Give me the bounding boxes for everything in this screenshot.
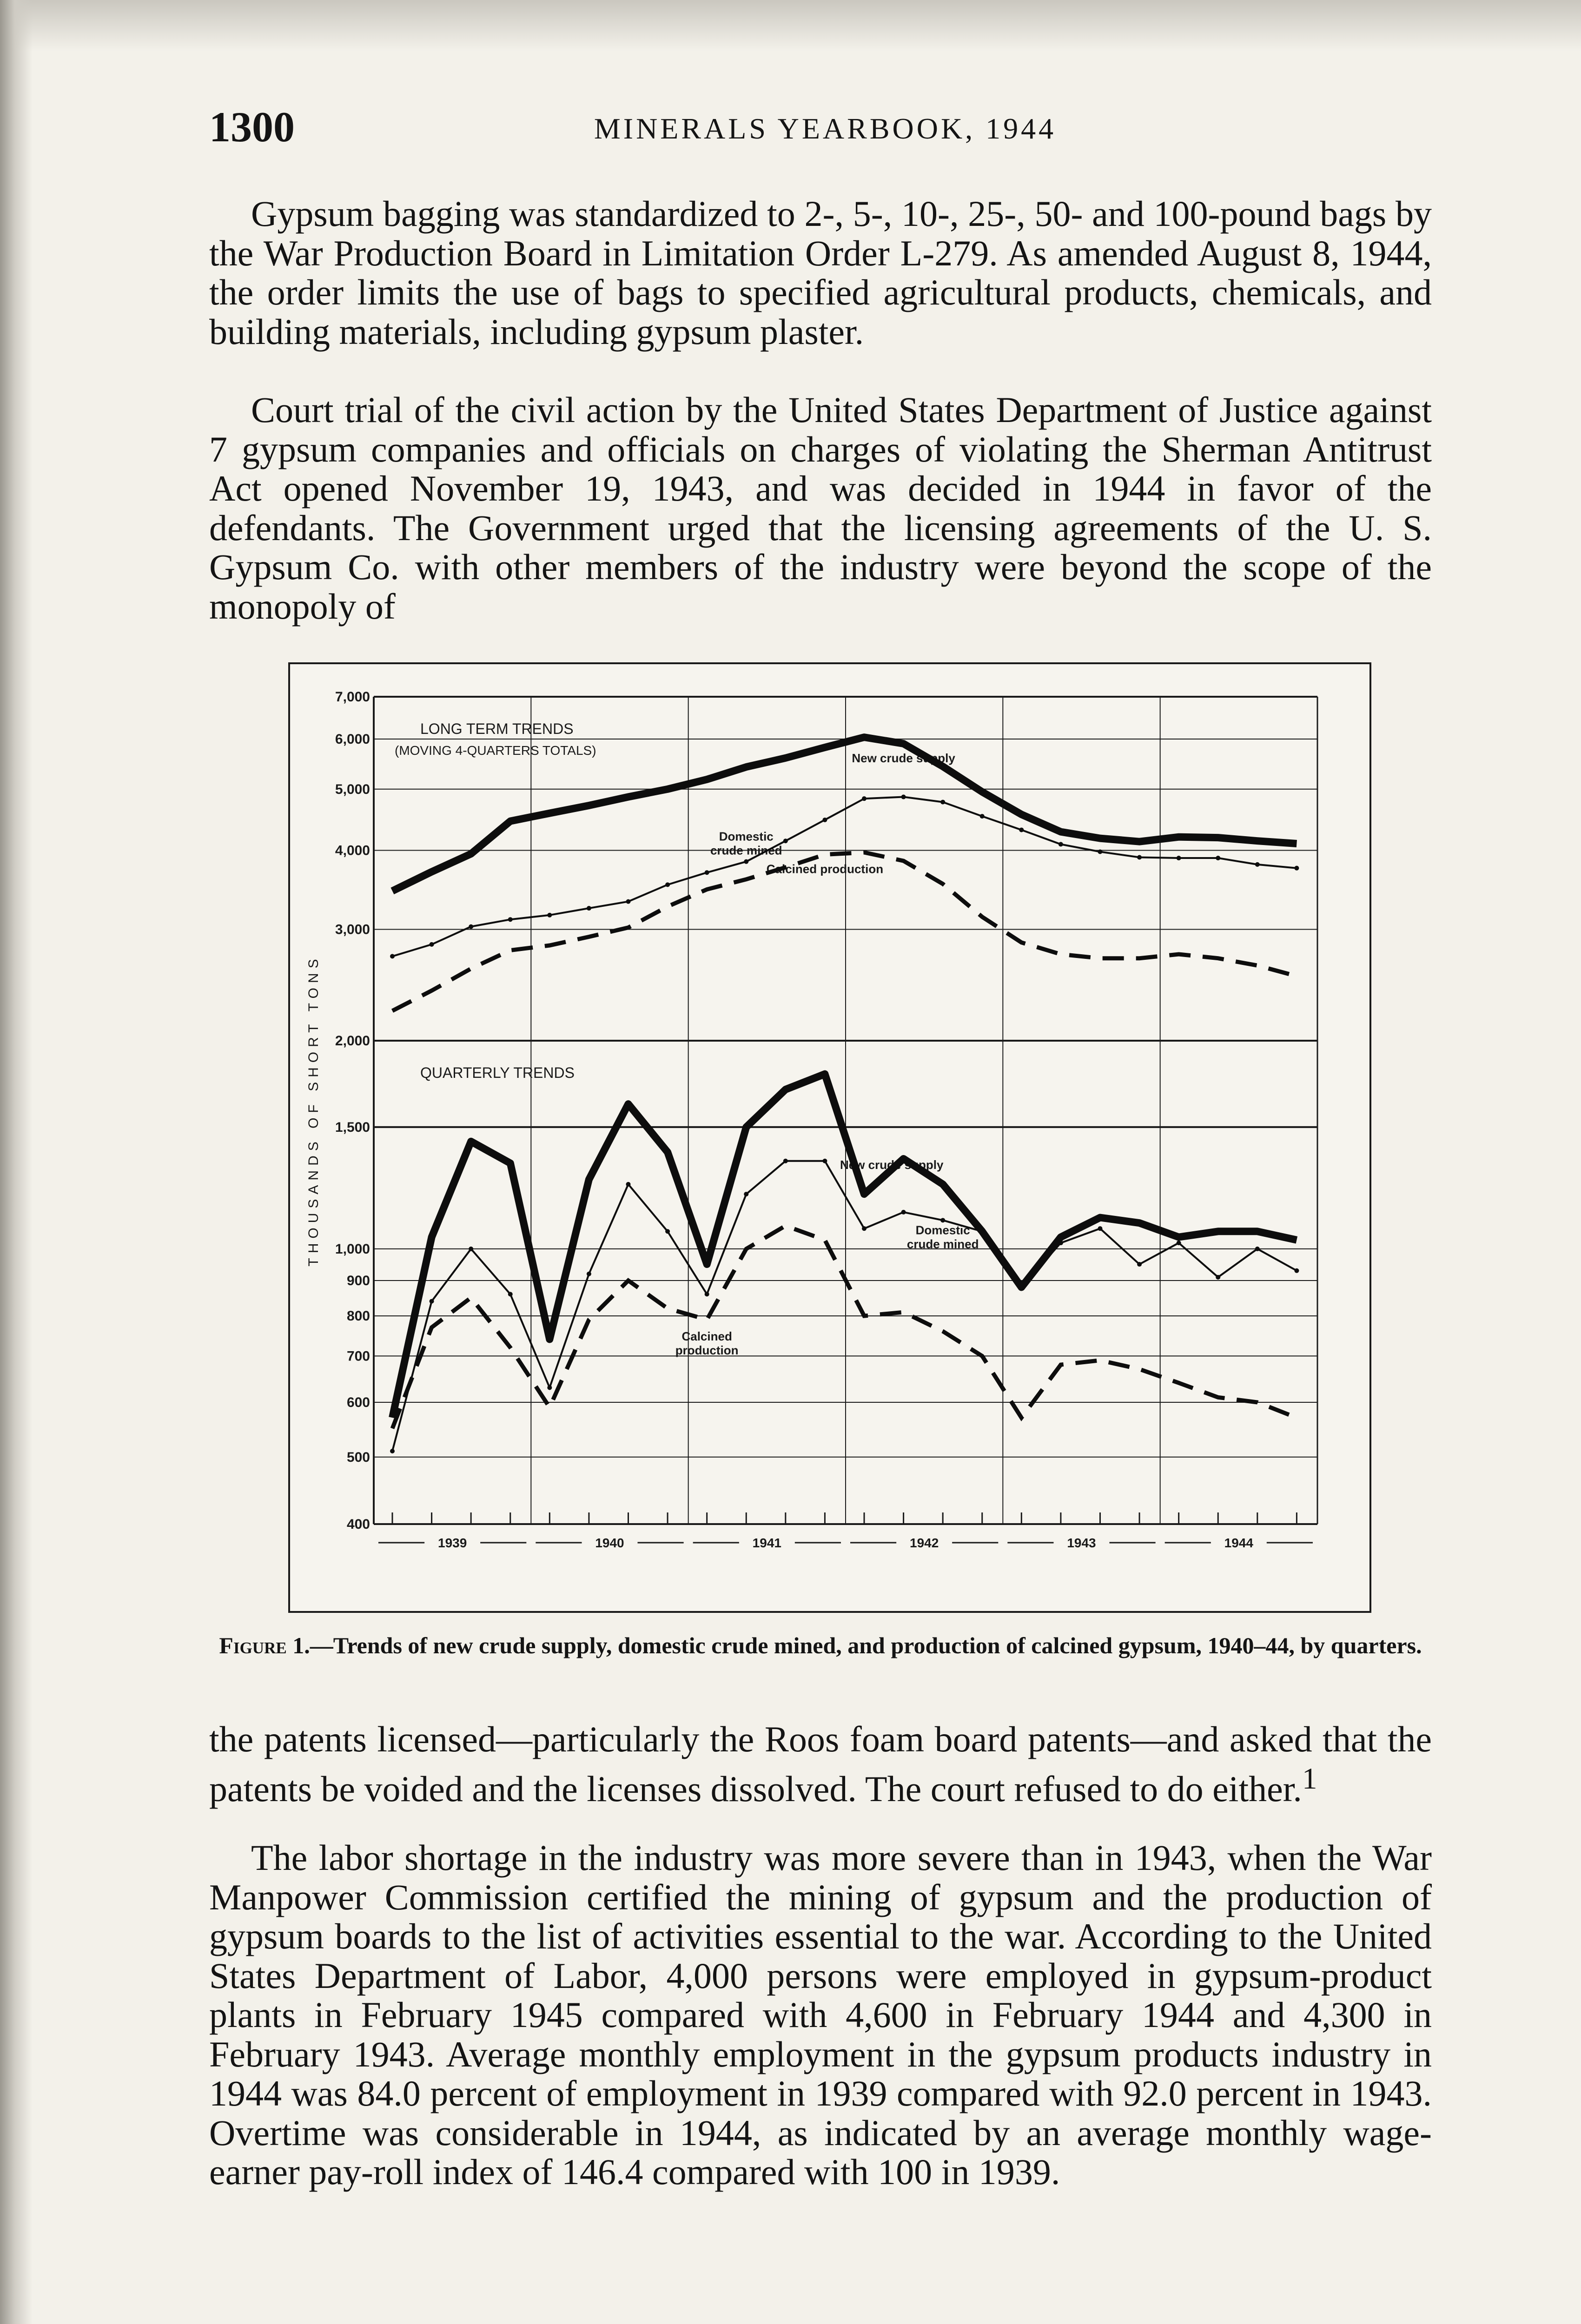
data-point-quarterly-domestic-7 bbox=[665, 1229, 670, 1234]
data-point-long-term-domestic-18 bbox=[1098, 850, 1103, 854]
data-point-quarterly-domestic-5 bbox=[587, 1272, 591, 1276]
data-point-quarterly-domestic-10 bbox=[783, 1159, 788, 1163]
data-point-long-term-domestic-17 bbox=[1058, 842, 1063, 846]
data-point-quarterly-domestic-18 bbox=[1098, 1226, 1103, 1231]
data-point-long-term-domestic-20 bbox=[1177, 856, 1181, 860]
data-point-long-term-domestic-2 bbox=[469, 924, 473, 929]
y-tick-label-long-term-4000: 4,000 bbox=[335, 843, 370, 858]
data-point-long-term-domestic-6 bbox=[626, 899, 631, 904]
paragraph-patents bbox=[209, 1720, 1432, 1809]
data-point-long-term-domestic-13 bbox=[901, 795, 906, 799]
y-tick-label-quarterly-1000: 1,000 bbox=[335, 1241, 370, 1257]
data-point-long-term-domestic-16 bbox=[1019, 827, 1024, 832]
data-point-long-term-domestic-19 bbox=[1137, 855, 1142, 860]
data-point-long-term-domestic-1 bbox=[430, 942, 434, 947]
data-point-long-term-domestic-11 bbox=[822, 818, 827, 822]
data-point-long-term-domestic-5 bbox=[587, 906, 591, 911]
data-point-quarterly-domestic-8 bbox=[705, 1292, 709, 1296]
data-point-long-term-domestic-23 bbox=[1294, 866, 1299, 871]
data-point-long-term-domestic-15 bbox=[980, 814, 985, 819]
y-tick-label-quarterly-1500: 1,500 bbox=[335, 1119, 370, 1135]
y-tick-label-quarterly-400: 400 bbox=[346, 1517, 370, 1532]
data-point-quarterly-domestic-20 bbox=[1177, 1241, 1181, 1245]
panel-title-long-term: LONG TERM TRENDS bbox=[420, 720, 574, 737]
paragraph-labor-shortage: The labor shortage in the industry was more severe than in 1943, when the War Manpower Commission certified the mining of gypsum and the production of gypsum boards to the list of activities essential to the war. According to the United States Department of Labor, 4,000 persons were employed in gypsum-product plants in February 1945 compared with 4,600 in February 1944 and 4,300 in February 1943. Average monthly employment in the gypsum products industry in 1944 was 84.0 percent of employment in 1939 compared with 92.0 percent in 1943. Overtime was considerable in 1944, as indicated by an average monthly wage-earner pay-roll index of 146.4 compared with 100 in 1939. bbox=[209, 1837, 1432, 2192]
running-head: MINERALS YEARBOOK, 1944 bbox=[594, 112, 1057, 145]
data-point-quarterly-domestic-0 bbox=[390, 1449, 395, 1453]
data-point-quarterly-domestic-19 bbox=[1137, 1262, 1142, 1267]
data-point-quarterly-domestic-13 bbox=[901, 1210, 906, 1215]
data-point-quarterly-domestic-2 bbox=[469, 1247, 473, 1251]
data-point-long-term-domestic-0 bbox=[390, 954, 395, 958]
figure-1 bbox=[288, 662, 1371, 1613]
scan-shadow-left bbox=[0, 0, 33, 2324]
footnote-reference: 1 bbox=[1302, 1762, 1317, 1796]
data-point-quarterly-domestic-9 bbox=[744, 1192, 748, 1196]
data-point-quarterly-domestic-3 bbox=[508, 1292, 513, 1296]
series-label-quarterly-0: New crude supply bbox=[840, 1157, 944, 1172]
data-point-long-term-domestic-22 bbox=[1255, 862, 1260, 867]
data-point-long-term-domestic-10 bbox=[783, 838, 788, 843]
data-point-quarterly-domestic-6 bbox=[626, 1182, 631, 1187]
y-tick-label-quarterly-600: 600 bbox=[346, 1394, 370, 1410]
data-point-quarterly-domestic-22 bbox=[1255, 1247, 1260, 1251]
panel-subtitle-long-term: (MOVING 4-QUARTERS TOTALS) bbox=[395, 743, 596, 758]
y-tick-label-quarterly-800: 800 bbox=[346, 1308, 370, 1324]
y-tick-label-long-term-6000: 6,000 bbox=[335, 732, 370, 747]
paragraph-court-trial: Court trial of the civil action by the United States Department of Justice against 7 gypsum companies and officials on charges of violating the Sherman Antitrust Act opened November 19, 1943, and was decided in 1944 in favor of the defendants. The Government urged that the licensing agreements of the U. S. Gypsum Co. with other members of the industry were beyond the scope of the monopoly of bbox=[209, 390, 1432, 627]
series-label-quarterly-1: Domestic crude mined bbox=[906, 1223, 979, 1251]
data-point-long-term-domestic-3 bbox=[508, 917, 513, 922]
paragraph-gypsum-bagging: Gypsum bagging was standardized to 2-, 5-, 10-, 25-, 50- and 100-pound bags by the War Production Board in Limitation Order L-279. As amended August 8, 1944, the order limits the use of bags to specified agricultural products, chemicals, and building materials, including gypsum plaster. bbox=[209, 193, 1432, 352]
data-point-long-term-domestic-9 bbox=[744, 859, 748, 864]
data-point-quarterly-domestic-23 bbox=[1294, 1268, 1299, 1273]
series-label-quarterly-2: Calcined production bbox=[675, 1329, 739, 1358]
data-point-quarterly-domestic-1 bbox=[430, 1299, 434, 1304]
y-tick-label-long-term-7000: 7,000 bbox=[335, 689, 370, 705]
paragraph-patents-text: the patents licensed—particularly the Roos foam board patents—and asked that the patents be voided and the licenses dissolved. The court refused to do either. bbox=[209, 1719, 1432, 1809]
series-label-long-term-0: New crude supply bbox=[852, 751, 955, 765]
x-tick-label-1944: 1944 bbox=[1224, 1536, 1253, 1550]
y-tick-label-long-term-5000: 5,000 bbox=[335, 781, 370, 797]
page-header bbox=[209, 102, 1441, 153]
data-point-long-term-domestic-8 bbox=[705, 870, 709, 875]
data-point-quarterly-domestic-15 bbox=[980, 1229, 985, 1234]
data-point-long-term-domestic-4 bbox=[547, 913, 552, 918]
data-point-long-term-domestic-21 bbox=[1216, 856, 1220, 860]
x-tick-label-1941: 1941 bbox=[752, 1536, 781, 1550]
y-tick-label-quarterly-500: 500 bbox=[346, 1449, 370, 1465]
data-point-long-term-domestic-12 bbox=[862, 796, 867, 801]
x-tick-label-1943: 1943 bbox=[1067, 1536, 1096, 1550]
data-point-quarterly-domestic-17 bbox=[1058, 1241, 1063, 1245]
data-point-quarterly-domestic-21 bbox=[1216, 1275, 1220, 1280]
y-tick-label-quarterly-700: 700 bbox=[346, 1348, 370, 1364]
scan-shadow-top bbox=[0, 0, 1581, 51]
y-tick-label-long-term-3000: 3,000 bbox=[335, 922, 370, 938]
data-point-long-term-domestic-7 bbox=[665, 882, 670, 887]
data-point-quarterly-domestic-14 bbox=[940, 1218, 945, 1222]
figure-label: Figure 1. bbox=[219, 1632, 310, 1658]
data-point-quarterly-domestic-16 bbox=[1019, 1285, 1024, 1290]
x-tick-label-1940: 1940 bbox=[595, 1536, 624, 1550]
y-axis-label: THOUSANDS OF SHORT TONS bbox=[306, 954, 321, 1267]
data-point-long-term-domestic-14 bbox=[940, 800, 945, 805]
data-point-quarterly-domestic-4 bbox=[547, 1385, 552, 1390]
x-tick-label-1942: 1942 bbox=[910, 1536, 939, 1550]
figure-caption-text: —Trends of new crude supply, domestic crude mined, and production of calcined gypsum, 1940–44, by quarters. bbox=[310, 1632, 1422, 1658]
data-point-quarterly-domestic-12 bbox=[862, 1226, 867, 1231]
panel-title-quarterly: QUARTERLY TRENDS bbox=[420, 1064, 575, 1081]
y-tick-label-quarterly-900: 900 bbox=[346, 1273, 370, 1288]
data-point-quarterly-domestic-11 bbox=[822, 1159, 827, 1163]
series-label-long-term-1: Domestic crude mined bbox=[710, 829, 782, 858]
figure-caption bbox=[214, 1632, 1427, 1658]
page-number: 1300 bbox=[209, 103, 295, 151]
series-label-long-term-2: Calcined production bbox=[766, 862, 884, 876]
trends-chart bbox=[290, 664, 1369, 1611]
y-tick-label-long-term-2000: 2,000 bbox=[335, 1033, 370, 1049]
x-tick-label-1939: 1939 bbox=[438, 1536, 467, 1550]
